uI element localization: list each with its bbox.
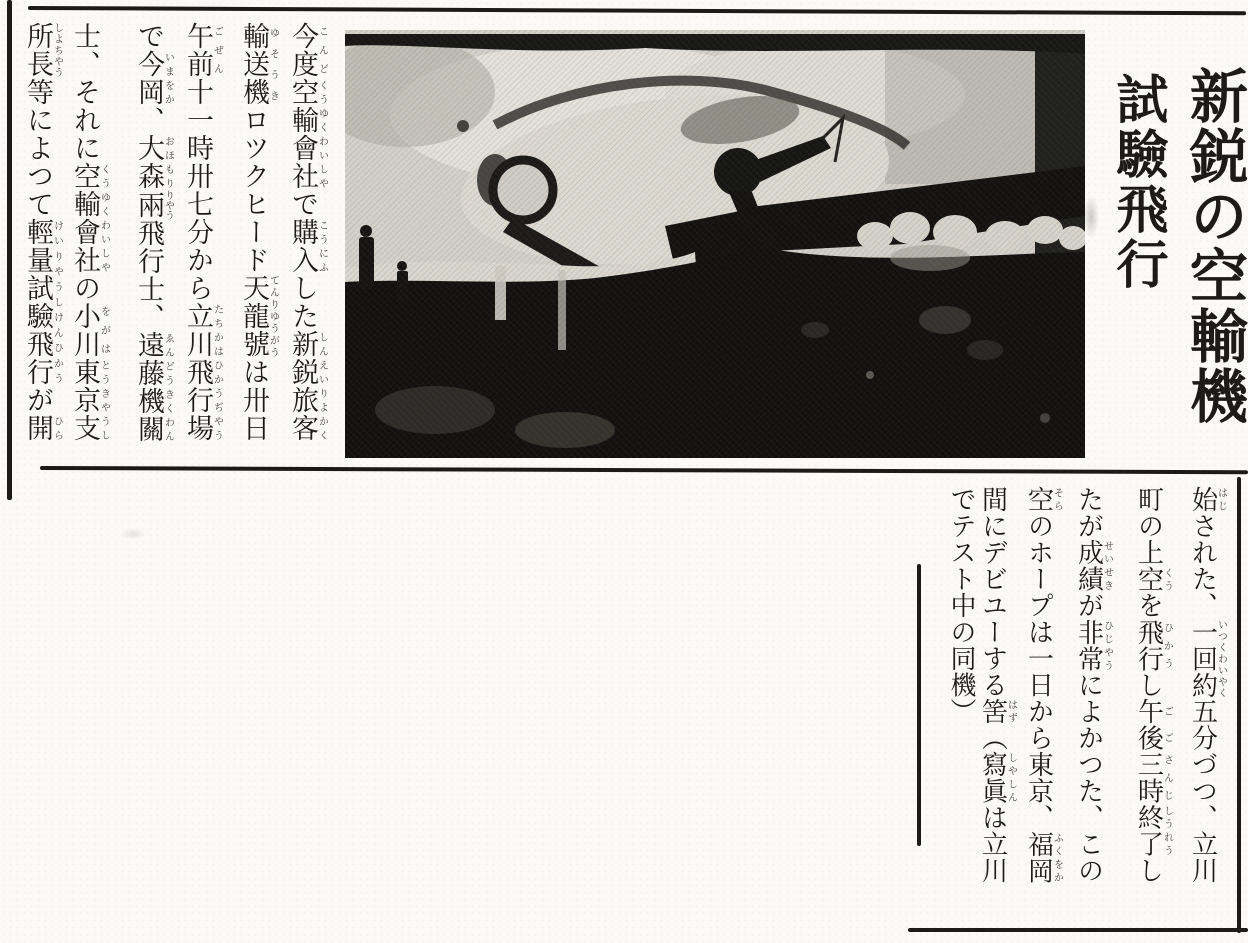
headline-line-2: 試驗飛行 [1108, 72, 1165, 292]
airplane-photo [345, 30, 1085, 458]
scan-smudge [1083, 195, 1099, 239]
rule-left-of-bottom-section [917, 564, 921, 846]
body-column-7: 始はじされた、一回約いつくわいやく五分づつ、立川 [1188, 486, 1227, 884]
body-column-5: 士、それに空輸會社くうゆくわいしやの小川をがは東京支とうきやうし [70, 22, 110, 442]
body-column-3: 午前ごぜん十一時卅七分から立川飛行場たちかはひかうぢやう [183, 22, 223, 442]
body-column-10: 空そらのホープは一日から東京、福岡ふくをか [1024, 486, 1063, 884]
rule-right-of-bottom-section [1237, 477, 1241, 933]
rule-top-border [28, 6, 1246, 15]
rule-bottom-of-top-section [40, 466, 1248, 474]
headline-line-1: 新鋭の空輸機 [1181, 66, 1246, 426]
body-column-2: 輸送機ゆそうきロツクヒード天龍號てんりゆうがうは卅日 [239, 22, 279, 442]
body-column-1: 今度こんど空輸會社くうゆくわいしやで購入こうにふした新鋭旅客しんえいりよかく [288, 22, 328, 442]
body-column-6: 所長しよちやう等によつて輕量試驗飛行けいりやうしけんひかうが開ひら [23, 22, 63, 442]
body-column-9: たが成績せいせきが非常ひじやうによかつた、この [1074, 486, 1113, 884]
body-column-8: 町の上空くうを飛行ひかうし午後ごご三時さんじ終了しうれうし [1134, 486, 1173, 884]
airplane-photo-art [345, 30, 1085, 458]
scan-smudge [120, 528, 146, 540]
rule-left-border [7, 0, 12, 500]
body-column-12: でテスト中の同機） [947, 486, 976, 725]
body-column-11: 間にデビユーする筈はず（寫眞しやしんは立川 [978, 486, 1017, 884]
body-column-4: で今岡いまをか、大森おほもり兩りやう飛行士、遠藤ゑんどう機關きくわん [134, 22, 174, 443]
